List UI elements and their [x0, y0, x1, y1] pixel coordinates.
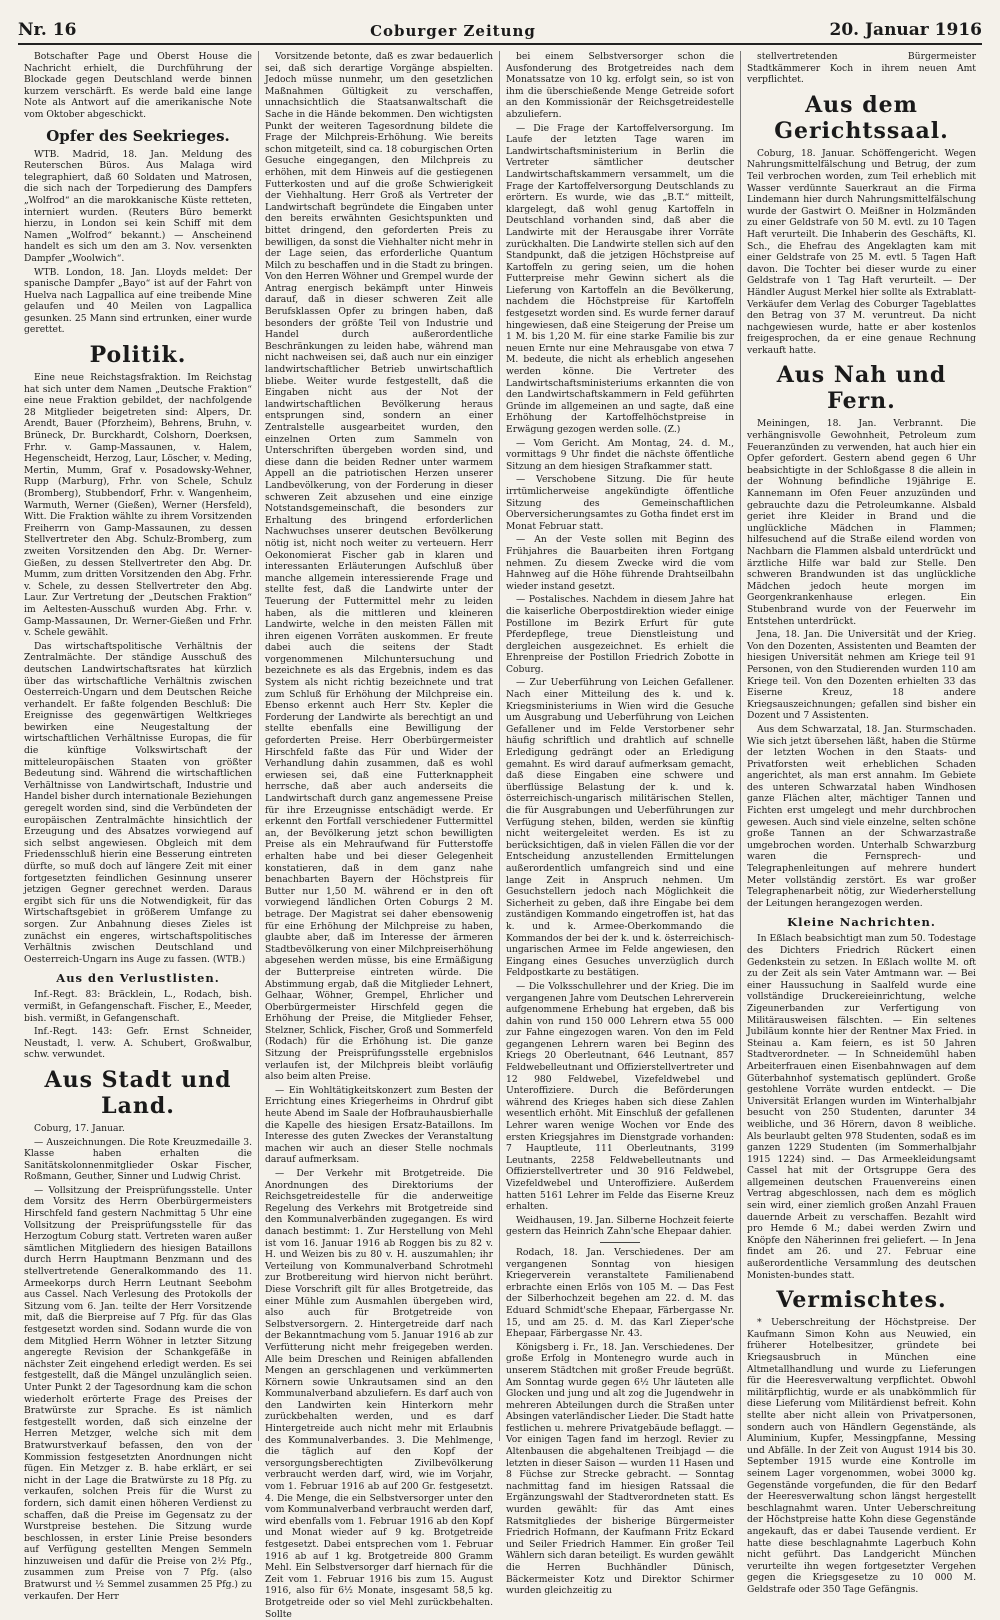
article-paragraph: In Eßlach beabsichtigt man zum 50. Todestage des Dichters Friedrich Rückert einen Gedenkstein zu setzen. In Eßlach wollte M. oft zu der Zeit als sein Vater Amtmann war. — Bei einer Haussuchung in Saalfeld wurde eine vollständige Druckereieinrichtung, welche Zigeunerbanden zur Verfertigung von Militärausweisen fälschten. — Ein seltenes Jubiläum konnte hier der Rentner Max Fried. in Steinau a. Kam feiern, es ist 50 Jahren Stadtverordneter. — In Schneidemühl haben Arbeiterfrauen einen Eisenbahnwagen auf dem Güterbahnhof systematisch geplündert. Große gestohlene Vorräte wurden entdeckt. — Die Universität Erlangen wurden im Winterhalbjahr besucht von 250 Studenten, darunter 34 weibliche, und 36 Hörern, davon 8 weibliche. Als beurlaubt gelten 978 Studenten, sodaß es im ganzen 1229 Studenten (im Sommerhalbjahr 1915 1224) sind. — Das Armeekleidungsamt Cassel hat mit der Ortsgruppe Gera des allgemeinen deutschen Frauenvereins einen Vertrag abgeschlossen, nach dem es möglich sein wird, einer ziemlich großen Anzahl Frauen dauernde Arbeit zu verschaffen. Bezahlt wird pro Hemde 6 M.; dabei werden Zwirn und Knöpfe den Näherinnen frei geliefert. — In Jena findet am 26. und 27. Februar eine außerordentliche Versammlung des deutschen Monisten-bundes statt.	[747, 933, 976, 1281]
section-heading: Opfer des Seekrieges.	[46, 126, 230, 145]
section-heading: Vermischtes.	[776, 1287, 947, 1314]
article-paragraph: — Vom Gericht. Am Montag, 24. d. M., vormittags 9 Uhr findet die nächste öffentliche Sitzung an dem hiesigen Strafkammer statt.	[506, 437, 734, 472]
section-divider	[600, 1242, 640, 1243]
section-heading: Kleine Nachrichten.	[787, 915, 936, 930]
article-paragraph: — Zur Ueberführung von Leichen Gefallener. Nach einer Mitteilung des k. und k. Kriegsministeriums in Wien wird die Gesuche um Ausgrabung und Ueberführung von Leichen Gefallener und im Felde Verstorbener sehr häufig schriftlich und drahtlich auf schnelle Erledigung gedrängt oder an Erledigung gemahnt. Es wird darauf aufmerksam gemacht, daß diese Eingaben eine schwere und überflüssige Belastung der k. und k. österreichisch-ungarisch militärischen Stellen, die für Ausgrabungen und Ueberführungen zur Verfügung stehen, bilden, werden sie künftig nicht weitergeleitet werden. Es ist zu berücksichtigen, daß in vielen Fällen die vor der Entscheidung anzustellenden Ermittelungen außerordentlich umfangreich sind und eine lange Zeit in Anspruch nehmen. Um Gesuchstellern jedoch nach Möglichkeit die Sicherheit zu geben, daß ihre Eingabe bei dem zuständigen Kommando eingetroffen ist, hat das k. und k. Armee-Oberkommando die Kommandos der bei der k. und k. österreichisch-ungarischen Armee im Felde angewiesen, den Eingang eines Gesuches unverzüglich durch Feldpostkarte zu bestätigen.	[506, 677, 734, 979]
column-3	[500, 51, 741, 1597]
article-paragraph: Coburg, 18. Januar. Schöffengericht. Wegen Nahrungsmittelfälschung und Betrug, der zum Teil verbrochen worden, zum Teil erheblich mit Wasser verdünnte Sauerkraut an die Firma Lindemann hier durch Nahrungsmittelfälschung wurde der Gastwirt O. Meißner in Holzmänden zu einer Geldstrafe von 50 M. evtl. zu 10 Tagen Haft verurteilt. Die Inhaberin des Geschäfts, Kl. Sch., die Ehefrau des Angeklagten kam mit einer Geldstrafe von 25 M. evtl. 5 Tagen Haft davon. Die Tochter bei dieser wurde zu einer Geldstrafe von 1 Tag Haft verurteilt. — Der Händler August Merkel hier sollte als Extrablatt-Verkäufer dem Verlag des Coburger Tageblattes den Betrag von 37 M. veruntreut. Da nicht nachgewiesen wurde, hatte er aber kostenlos freigesprochen, da er eine genaue Rechnung verkauft hatte.	[747, 147, 976, 356]
article-paragraph: bei einem Selbstversorger schon die Ausfonderung des Brotgetreides nach dem Monatssatze von 10 kg. erfolgt sein, so ist von ihm die überschießende Menge Getreide sofort an den Kommissionär der Reichsgetreidestelle abzuliefern.	[506, 51, 734, 120]
article-paragraph: Aus dem Schwarzatal, 18. Jan. Sturmschaden. Wie sich jetzt übersehen läßt, haben die Stürme der letzten Wochen in den Staats- und Privatforsten weit erheblichen Schaden angerichtet, als man erst annahm. Im Gebiete des unteren Schwarzatal haben Windhosen ganze Flächen alter, mächtiger Tannen und Fichten erst umgelegt und mehr durchbrochen gewesen. Auch sind viele einzelne, selten schöne große Tannen an der Schwarzastraße umgebrochen worden. Unterhalb Schwarzburg waren die Fernsprech- und Telegraphenleitungen auf mehrere hundert Meter vollständig zerstört. Es war großer Telegraphenarbeit nötig, zur Wiederherstellung der Leitungen herangezogen werden.	[747, 723, 976, 909]
article-paragraph: * Ueberschreitung der Höchstpreise. Der Kaufmann Simon Kohn aus Neuwied, ein früherer Hotelbesitzer, gründete bei Kriegsausbruch in München eine Altmetallhandlung und wurde zu Lieferungen für die Heeresverwaltung verpflichtet. Obwohl militärpflichtig, wurde er als unabkömmlich für diese Lieferung vom Militärdienst befreit. Kohn stellte aber nicht allein von Privatpersonen, sondern auch von Händlern Gegenstände, als Aluminium, Kupfer, Messingpfanne, Messing und Abfälle. In der Zeit von August 1914 bis 30. September 1915 wurde eine Kontrolle im seinem Lager vorgenommen, wobei 3000 kg. Gegenstände vorgefunden, die für den Bedarf der Heeresverwaltung schon längst hergestellt beschlagnahmt waren. Unter Ueberschreitung der Höchstpreise hatte Kohn diese Gegenstände angekauft, das er dabei Tausende verdient. Er hatte diese beschlagnahmte Lagerbuch Kohn nicht geführt. Das Landgericht München verurteilte ihn wegen fortgesetzter Vergehen gegen die Kriegsgesetze zu 10 000 M. Geldstrafe oder 350 Tage Gefängnis.	[747, 1317, 976, 1595]
article-paragraph: Das wirtschaftspolitische Verhältnis der Zentralmächte. Der ständige Ausschuß des deutschen Landwirtschaftsrates hat kürzlich über das wirtschaftliche Verhältnis zwischen Oesterreich-Ungarn und dem Deutschen Reiche verhandelt. Er faßte folgenden Beschluß: Die Ereignisse des gegenwärtigen Weltkrieges bewirken eine Neugestaltung der wirtschaftlichen Verhältnisse Europas, die für die künftige Volkswirtschaft der mitteleuropäischen Staaten von größter Bedeutung sind. Während die wirtschaftlichen Verhältnisse von Landwirtschaft, Industrie und Handel bisher durch internationale Beziehungen geregelt worden sind, sind die Verbündeten der europäischen Zentralmächte hinsichtlich der Erzeugung und des Absatzes vorwiegend auf sich selbst angewiesen. Obgleich mit dem Friedensschluß hierin eine Besserung eintreten dürfte, so muß doch auf längere Zeit mit einer fortgesetzten feindlichen Gesinnung unserer jetzigen Gegner gerechnet werden. Daraus ergibt sich für uns die Notwendigkeit, für das Wirtschaftsgebiet in größerem Umfange zu sorgen. Zur Anbahnung dieses Zieles ist zunächst ein engeres, wirtschaftspolitisches Verhältnis zwischen Deutschland und Oesterreich-Ungarn ins Auge zu fassen. (WTB.)	[24, 640, 252, 965]
article-paragraph: — An der Veste sollen mit Beginn des Frühjahres die Bauarbeiten ihren Fortgang nehmen. Zu diesem Zwecke wird die vom Hahnweg auf die Höhe führende Drahtseilbahn wieder instand gesetzt.	[506, 534, 734, 592]
section-heading: Politik.	[89, 342, 187, 369]
article-paragraph: — Die Volksschullehrer und der Krieg. Die im vergangenen Jahre vom Deutschen Lehrerverein aufgenommene Erhebung hat ergeben, daß bis dahin von rund 150 000 Lehrern etwa 55 000 zur Fahne eingezogen waren. Von den im Feld gegangenen Lehrern waren bei Beginn des Kriegs 20 Oberleutnant, 646 Leutnant, 857 Feldwebelleutnant und Offizierstellvertreter und 12 980 Feldwebel, Vizefeldwebel und Unteroffiziere. Durch die Beförderungen während des Krieges haben sich diese Zahlen wesentlich erhöht. Mit Einschluß der gefallenen Lehrer waren wenige Wochen vor Ende des ersten Kriegsjahres im Dienstgrade vorhanden: 7 Hauptleute, 111 Oberleutnants, 3199 Leutnants, 2258 Feldwebelleutnants und Offizierstellvertreter und 30 916 Feldwebel, Vizefeldwebel und Unteroffiziere. Außerdem hatten 5161 Lehrer im Felde das Eiserne Kreuz erhalten.	[506, 980, 734, 1213]
article-paragraph: — Ein Wohltätigkeitskonzert zum Besten der Errichtung eines Kriegerheims in Ohrdruf gibt heute Abend im Saale der Hofbrauhausbierhalle die Kapelle des hiesigen Ersatz-Bataillons. Im Interesse des guten Zweckes der Veranstaltung machen wir auch an dieser Stelle nochmals darauf aufmerksam.	[265, 1084, 493, 1166]
section-heading: Aus den Verlustlisten.	[56, 971, 220, 986]
issue-date: 20. Januar 1916	[829, 20, 982, 40]
column-2	[259, 51, 500, 1620]
article-paragraph: Meiningen, 18. Jan. Verbrannt. Die verhängnisvolle Gewohnheit, Petroleum zum Feueranzünden zu verwenden, hat auch hier ein Opfer gefordert. Gestern abend gegen 6 Uhr beabsichtigte in der Schloßgasse 8 die allein in der Wohnung befindliche 19jährige E. Kannemann im Ofen Feuer anzuzünden und gebrauchte dazu die Petroleumkanne. Alsbald geriet ihre Kleider in Brand und die unglückliche Mädchen in Flammen; hilfesuchend auf die Straße eilend worden von Nachbarn die Flammen alsbald unterdrückt und ärztliche Hilfe war bald zur Stelle. Den schweren Brandwunden ist das unglückliche Mädchen jedoch heute morgen im Georgenkrankenhause erlegen. Ein Stubenbrand wurde von der Feuerwehr im Entstehen unterdrückt.	[747, 418, 976, 627]
issue-number: Nr. 16	[18, 20, 77, 40]
article-paragraph: Inf.-Regt. 143: Gefr. Ernst Schneider, Neustadt, l. verw. A. Schubert, Großwalbur, schw. verwundet.	[24, 1026, 252, 1061]
columns	[18, 51, 982, 1620]
article-paragraph: Inf.-Regt. 83: Bräcklein, L., Rodach, bish. vermißt, in Gefangenschaft. Fischer, E., Meeder, bish. vermißt, in Gefangenschaft.	[24, 989, 252, 1024]
article-paragraph: Jena, 18. Jan. Die Universität und der Krieg. Von den Dozenten, Assistenten und Beamten der hiesigen Universität nehmen am Kriege teil 91 Personen, von den Studierenden wurden 110 am Kriege teil. Von den Dozenten erhielten 33 das Eiserne Kreuz, 18 andere Kriegsauszeichnungen; gefallen sind bisher ein Dozent und 7 Assistenten.	[747, 629, 976, 722]
newspaper-title: Coburger Zeitung	[370, 22, 536, 40]
article-paragraph: Königsberg i. Fr., 18. Jan. Verschiedenes. Der große Erfolg in Montenegro wurde auch in unserem Städtchen mit großer Freude begrüßt. Am Sonntag wurde gegen 6½ Uhr läuteten alle Glocken und jung und alt zog die Jugendwehr in mehreren Abteilungen durch die Straßen unter Absingen vaterländischer Lieder. Die Stadt hatte festlichen u. mehrere Privatgebäude beflaggt. — Vor einigen Tagen fand im herzogl. Revier zu Altenbausen die abgehaltenen Treibjagd — die letzten in dieser Saison — wurden 11 Hasen und 8 Füchse zur Strecke gebracht. — Sonntag nachmittag fand im hiesigen Ratssaal die Ergänzungswahl der Stadtverordneten statt. Es wurden gewählt: für das Amt eines Ratsmitgliedes der bisherige Bürgermeister Friedrich Hofmann, der Kaufmann Fritz Eckard und Seiler Friedrich Hammer. Ein großer Teil Wählern sich daran beteiligt. Es wurden gewählt die Herren Buchhändler Dünisch, Bäckermeister Kotz und Direktor Schirmer wurden gleichzeitig zu	[506, 1341, 734, 1597]
article-paragraph: Vorsitzende betonte, daß es zwar bedauerlich sei, daß sich derartige Vorgänge abspielten. Jedoch müsse nunmehr, um den gesetzlichen Maßnahmen Gültigkeit zu verschaffen, unnachsichtlich die Staatsanwaltschaft die Sache in die Hände bekommen. Den wichtigsten Punkt der weiteren Tagesordnung bildete die Frage der Milchpreis-Erhöhung. Wie bereits schon mitgeteilt, sind ca. 18 coburgischen Orten Gesuche eingegangen, den Milchpreis zu erhöhen, mit dem Hinweis auf die gestiegenen Futterkosten und auf die große Schwierigkeit der Viehhaltung. Herr Groß als Vertreter der Landwirtschaft begründete die Eingaben unter den bereits erwähnten Gesichtspunkten und bittet dringend, den geforderten Preis zu bewilligen, da sonst die Viehhalter nicht mehr in der Lage seien, das erforderliche Quantum Milch zu beschaffen und in die Stadt zu bringen. Von den Herren Wöhner und Grempel wurde der Antrag energisch bekämpft unter Hinweis darauf, daß in dieser schweren Zeit alle Berufsklassen Opfer zu bringen haben, daß besonders der größte Teil von Industrie und Handel durch außerordentliche Beschränkungen zu leiden habe, während man nicht nachweisen sei, daß auch nur ein einziger landwirtschaftlicher Betrieb unwirtschaftlich bliebe. Weiter wurde festgestellt, daß die Eingaben nicht aus der Not der landwirtschaftlichen Bevölkerung heraus entsprungen sind, sondern an einer Zentralstelle ausgearbeitet wurden, den einzelnen Orten zum Sammeln von Unterschriften übergeben worden sind, und diese dann die beiden Redner unter warmem Appell an die patriotischen Herzen unserer Landbevölkerung, von der Forderung in dieser schweren Zeit abzusehen und eine einzige Notstandsgemeinschaft, die besonders zur Erhaltung des bringend erforderlichen Nachwuchses unserer deutschen Bevölkerung nötig ist, nicht noch weiter zu verteuern. Herr Oekonomierat Fischer gab in klaren und interessanten Erläuterungen Aufschluß über manche allgemein interessierende Frage und stellte fest, daß die Landwirte unter der Teuerung der Futtermittel mehr zu leiden haben, als die mittleren und kleineren Landwirte, welche in den meisten Fällen mit ihren eigenen Vorräten auskommen. Er freute dabei auch die seitens der Stadt vorgenommenen Milchuntersuchung und bezeichnete es als das Ergebnis, indem es das System als nicht richtig bezeichnete und trat zum Schluß für Erhöhung der Milchpreise ein. Ebenso erkennt auch Herr Stv. Kepler die Forderung der Landwirte als berechtigt an und stellte ebenfalls eine Bewilligung der geforderten Preise. Herr Oberbürgermeister Hirschfeld faßte das Für und Wider der Verhandlung dahin zusammen, daß es wohl erwiesen sei, daß eine Futterknappheit herrsche, daß aber auch anderseits die Landwirtschaft durch ganz angemessene Preise für ihre Erzeugnisse entschädigt werde. Er erkennt den Fortfall verschiedener Futtermittel an, der Bevölkerung jetzt schon bewilligten Preise als ein Mehraufwand für Futterstoffe erhalten habe und bei dieser Gelegenheit konstatieren, daß in dem ganz nahe benachbarten Bayern der Höchstpreis für Butter nur 1,50 M. während er in den oft vorwiegend ländlichen Orten Coburgs 2 M. betrage. Der Magistrat sei daher ebensowenig für eine Erhöhung der Milchpreise zu haben, glaubte aber, daß im Interesse der ärmeren Stadtbevölkerung von einer Milchpreiserhöhung abgesehen werden müsse, bis eine Ermäßigung der Butterpreise eintreten würde. Die Abstimmung ergab, daß die Mitglieder Lehnert, Gelhaar, Wöhner, Grempel, Ehrlicher und Oberbürgermeister Hirschfeld gegen die Erhöhung der Preise, die Mitglieder Fehser, Stelzner, Schlick, Fischer, Groß und Sommerfeld (Rodach) für die Erhöhung ist. Die ganze Sitzung der Preisprüfungsstelle ergebnislos verlaufen ist, der Milchpreis bleibt vorläufig also beim alten Preise.	[265, 51, 493, 1083]
article-paragraph: stellvertretenden Bürgermeister Stadtkämmerer Koch in ihrem neuen Amt verpflichtet.	[747, 51, 976, 86]
article-paragraph: — Vollsitzung der Preisprüfungsstelle. Unter dem Vorsitz des Herrn Oberbürgermeisters Hirschfeld fand gestern Nachmittag 5 Uhr eine Vollsitzung der Preisprüfungsstelle für das Herzogtum Coburg statt. Vertreten waren außer sämtlichen Mitgliedern des hiesigen Bataillons durch Herrn Hauptmann Benzmann und des stellvertretende Generalkommando des 11. Armeekorps durch Herrn Leutnant Seebohm aus Cassel. Nach Verlesung des Protokolls der Sitzung vom 6. Jan. teilte der Herr Vorsitzende mit, daß die Bierpreise auf 7 Pfg. für das Glas festgesetzt worden sind. Sodann wurde die von dem Mitglied Herrn Wöhner in letzter Sitzung angeregte Revision der Schankgefäße in nächster Zeit eingehend erledigt werden. Es sei festgestellt, daß die Mängel unzulänglich seien. Unter Punkt 2 der Tagesordnung kam die schon wiederholt erörterte Frage des Preises der Bratwürste zur Sprache. Es ist nämlich festgestellt worden, daß sich einzelne der Herren Metzger, welche sich mit dem Bratwurstverkauf befassen, den von der Kommission festgesetzten Anordnungen nicht fügen. Ein Metzger z. B. habe erklärt, er sei nicht in der Lage die Bratwürste zu 18 Pfg. zu verkaufen, solchen Preis für die Wurst zu fordern, sich damit einen höheren Verdienst zu schaffen, daß die Preise im Gegensatz zu der Wurstpreise bestehen. Die Sitzung wurde beschlossen, in erster Linie Preise besonders auf Verfügung gestellten Mengen Semmeln hinzuweisen und dafür die Preise von 2½ Pfg., zusammen zum Preise von 7 Pfg. (also Bratwurst und ½ Semmel zusammen 25 Pfg.) zu verkaufen. Der Herr	[24, 1184, 252, 1602]
article-paragraph: WTB. Madrid, 18. Jan. Meldung des Reuterschen Büros. Aus Malaga wird telegraphiert, daß 60 Soldaten und Matrosen, die sich nach der Torpedierung des Dampfers „Wolfrod“ an die marokkanische Küste retteten, interniert wurden. (Reuters Büro bemerkt hierzu, in London sei kein Schiff mit dem Namen „Wolfrod“ bekannt.) — Anscheinend handelt es sich um den am 3. Nov. versenkten Dampfer „Woolwich“.	[24, 148, 252, 264]
article-paragraph: — Postalisches. Nachdem in diesem Jahre hat die kaiserliche Oberpostdirektion wieder einige Postillone im Bezirk Erfurt für gute Pferdepflege, treue Dienstleistung und dergleichen ausgezeichnet. Es erhielt die Ehrenpreise der Postillon Friedrich Zobotte in Coburg.	[506, 594, 734, 675]
article-paragraph: — Die Frage der Kartoffelversorgung. Im Laufe der letzten Tage waren im Landwirtschaftsministerium in Berlin die Vertreter sämtlicher deutscher Landwirtschaftskammern versammelt, um die Frage der Kartoffelversorgung Deutschlands zu erörtern. Es wurde, wie das „B.T.“ mitteilt, klargelegt, daß wohl genug Kartoffeln in Deutschland vorhanden sind, daß aber die Landwirte mit der Herausgabe ihrer Vorräte zurückhalten. Die Landwirte stellen sich auf den Standpunkt, daß die jetzigen Höchstpreise auf Kartoffeln zu gering seien, um die hohen Futterpreise mehr Gewinn sichert als die Lieferung von Kartoffeln an die Bevölkerung, nachdem die Höchstpreise für Kartoffeln festgesetzt worden sind. Es wurde ferner darauf hingewiesen, daß eine Steigerung der Preise um 1 M. bis 1,20 M. für eine starke Familie bis zur neuen Ernte nur eine Mehrausgabe von etwa 7 M. bedeute, die nicht als erheblich angesehen werden könne. Die Vertreter des Landwirtschaftsministeriums erkannten die von den Landwirtschaftskammern in Feld geführten Gründe im allgemeinen an und sagte, daß eine Erhöhung der Kartoffelhöchstpreise in Erwägung gezogen werden solle. (Z.)	[506, 122, 734, 435]
article-paragraph: WTB. London, 18. Jan. Lloyds meldet: Der spanische Dampfer „Bayo“ ist auf der Fahrt von Huelva nach Lagpallica auf eine treibende Mine gelaufen und 40 Meilen von Lagpallica gesunken. 25 Mann sind ertrunken, einer wurde gerettet.	[24, 266, 252, 336]
article-paragraph: Botschafter Page und Oberst House die Nachricht erhielt, die Durchführung der Blockade gegen Deutschland werde binnen kurzem verschärft. Es werde bald eine lange Note als Antwort auf die amerikanische Note vom Oktober abgeschickt.	[24, 51, 252, 120]
article-paragraph: — Der Verkehr mit Brotgetreide. Die Anordnungen des Direktoriums der Reichsgetreidestelle für die anderweitige Regelung des Verkehrs mit Brotgetreide sind den Kommunalverbänden zugegangen. Es wird danach bestimmt: 1. Zur Herstellung von Mehl ist vom 16. Januar 1916 ab Roggen bis zu 82 v. H. und Weizen bis zu 80 v. H. auszumahlen; ihr Verteilung von Kommunalverband Schrotmehl zur Brotbereitung wird hiervon nicht berührt. Diese Vorschrift gilt für alles Brotgetreide, das einer Mühle zum Ausmahlen übergeben wird, also auch für Brotgetreide von Selbstversorgern. 2. Hintergetreide darf nach der Bekanntmachung vom 5. Januar 1916 ab zur Verfütterung nicht mehr freigegeben werden. Alle beim Dreschen und Reinigen abfallenden Mengen an gerschlagenen und verkümmerten Körnern sowie Unkrautsamen sind an den Kommunalverband abzuliefern. Es darf auch von den Landwirten kein Hinterkorn mehr zurückbehalten werden, und es darf Hintergetreide auch nicht mehr mit Erlaubnis des Kommunalverbandes. 3. Die Mehlmenge, die täglich auf den Kopf der versorgungsberechtigten Zivilbevölkerung verbraucht werden darf, wird, wie im Vorjahr, vom 1. Februar 1916 ab auf 200 Gr. festgesetzt. 4. Die Menge, die ein Selbstversorger unter den vom Kommunalverband verbraucht werden darf, wird ebenfalls vom 1. Februar 1916 ab den Kopf und Monat wieder auf 9 kg. Brotgetreide festgesetzt. Dabei entsprechen vom 1. Februar 1916 ab auf 1 kg. Brotgetreide 800 Gramm Mehl. Ein Selbstversorger darf hiernach für die Zeit vom 1. Februar 1916 bis zum 15. August 1916, also für 6½ Monate, insgesamt 58,5 kg. Brotgetreide oder so viel Mehl zurückbehalten. Sollte	[265, 1168, 493, 1620]
article-paragraph: Weidhausen, 19. Jan. Silberne Hochzeit feierte gestern das Heinrich Zahn'sche Ehepaar dahier.	[506, 1214, 734, 1238]
section-heading: Aus Stadt und Land.	[44, 1066, 232, 1119]
article-paragraph: Eine neue Reichstagsfraktion. Im Reichstag hat sich unter dem Namen „Deutsche Fraktion“ eine neue Fraktion gebildet, der nachfolgende 28 Mitglieder beigetreten sind: Alpers, Dr. Arendt, Bauer (Pforzheim), Behrens, Bruhn, v. Brüneck, Dr. Burckhardt, Colshorn, Doerksen, Frhr. v. Gamp-Massaunen, v. Halem, Hegenscheidt, Herzog, Laur, Löscher, v. Meding, Mertin, Mumm, Graf v. Posadowsky-Wehner, Rupp (Marburg), Frhr. von Schele, Schulz (Bromberg), Stubbendorf, Frhr. v. Wangenheim, Warmuth, Werner (Gießen), Werner (Hersfeld), Witt. Die Fraktion wählte zu ihrem Vorsitzenden Freiherrn von Gamp-Massaunen, zu dessen Stellvertreter den Abg. Schulz-Bromberg, zum zweiten Vorsitzenden den Abg. Dr. Werner-Gießen, zu dessen Stellvertreter den Abg. Dr. Mumm, zum dritten Vorsitzenden den Abg. Frhr. v. Schele, zu dessen Stellvertreter den Abg. Laur. Zur Vertretung der „Deutschen Fraktion“ im Aeltesten-Ausschuß wurden Abg. Frhr. v. Gamp-Massaunen, Dr. Werner-Gießen und Frhr. v. Schele gewählt.	[24, 372, 252, 639]
column-1	[18, 51, 259, 1602]
section-heading: Aus dem Gerichtssaal.	[774, 91, 949, 144]
article-paragraph: — Verschobene Sitzung. Die für heute irrtümlicherweise angekündigte öffentliche Sitzung des Gemeinschaftlichen Oberversicherungsamtes zu Gotha findet erst im Monat Februar statt.	[506, 474, 734, 532]
article-paragraph: Rodach, 18. Jan. Verschiedenes. Der am vergangenen Sonntag von hiesigen Kriegerverein veranstaltete Familienabend erbrachte einen Erlös von 105 M. — Das Fest der Silberhochzeit begehen am 22. d. M. das Eduard Schmidt'sche Ehepaar, Färbergasse Nr. 15, und am 25. d. M. das Karl Zieper'sche Ehepaar, Färbergasse Nr. 43.	[506, 1246, 734, 1340]
article-paragraph: Coburg, 17. Januar.	[34, 1122, 125, 1134]
article-paragraph: — Auszeichnungen. Die Rote Kreuzmedaille 3. Klasse haben erhalten die Sanitätskolonnenmitglieder Oskar Fischer, Roßmann, Geuther, Sinner und Ludwig Christ.	[24, 1136, 252, 1183]
masthead	[18, 14, 982, 45]
section-heading: Aus Nah und Fern.	[776, 362, 947, 415]
column-4	[741, 51, 982, 1595]
